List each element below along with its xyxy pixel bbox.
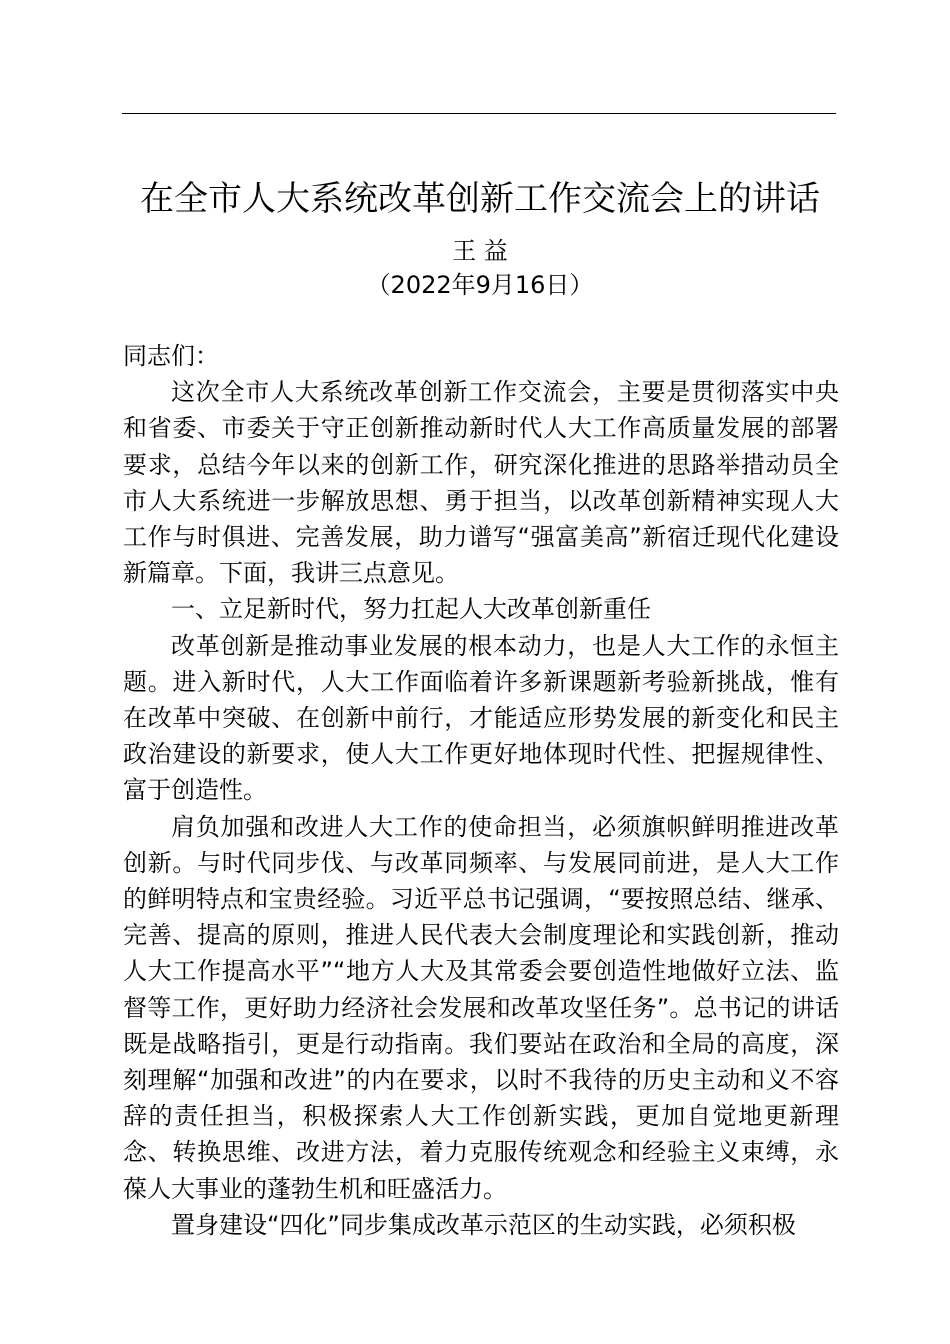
speech-body — [123, 338, 839, 1243]
paragraph: 肩负加强和改进人大工作的使命担当，必须旗帜鲜明推进改革创新。与时代同步伐、与改革同频率、与发展同前进，是人大工作的鲜明特点和宝贵经验。习近平总书记强调，“要按照总结、继承、完善、提高的原则，推进人民代表大会制度理论和实践创新，推动人大工作提高水平”“地方人大及其常委会要创造性地做好立法、监督等工作，更好助力经济社会发展和改革攻坚任务”。总书记的讲话既是战略指引，更是行动指南。我们要站在政治和全局的高度，深刻理解“加强和改进”的内在要求，以时不我待的历史主动和义不容辞的责任担当，积极探索人大工作创新实践，更加自觉地更新理念、转换思维、改进方法，着力克服传统观念和经验主义束缚，永葆人大事业的蓬勃生机和旺盛活力。 — [123, 812, 839, 1203]
paragraph: 这次全市人大系统改革创新工作交流会，主要是贯彻落实中央和省委、市委关于守正创新推动新时代人大工作高质量发展的部署要求，总结今年以来的创新工作，研究深化推进的思路举措动员全市人大系统进一步解放思想、勇于担当，以改革创新精神实现人大工作与时俱进、完善发展，助力谱写“强富美高”新宿迁现代化建设新篇章。下面，我讲三点意见。 — [123, 378, 839, 588]
speech-date: （2022年9月16日） — [366, 271, 594, 299]
author-name: 王 益 — [452, 237, 508, 265]
document-title: 在全市人大系统改革创新工作交流会上的讲话 — [140, 179, 820, 219]
paragraph: 置身建设“四化”同步集成改革示范区的生动实践，必须积极 — [171, 1210, 796, 1239]
paragraph: 改革创新是推动事业发展的根本动力，也是人大工作的永恒主题。进入新时代，人大工作面临着许多新课题新考验新挑战，惟有在改革中突破、在创新中前行，才能适应形势发展的新变化和民主政治建设的新要求，使人大工作更好地体现时代性、把握规律性、富于创造性。 — [123, 631, 839, 805]
salutation: 同志们： — [123, 342, 219, 370]
header-rule — [122, 113, 836, 114]
section-heading: 一、立足新时代，努力扛起人大改革创新重任 — [171, 595, 651, 624]
